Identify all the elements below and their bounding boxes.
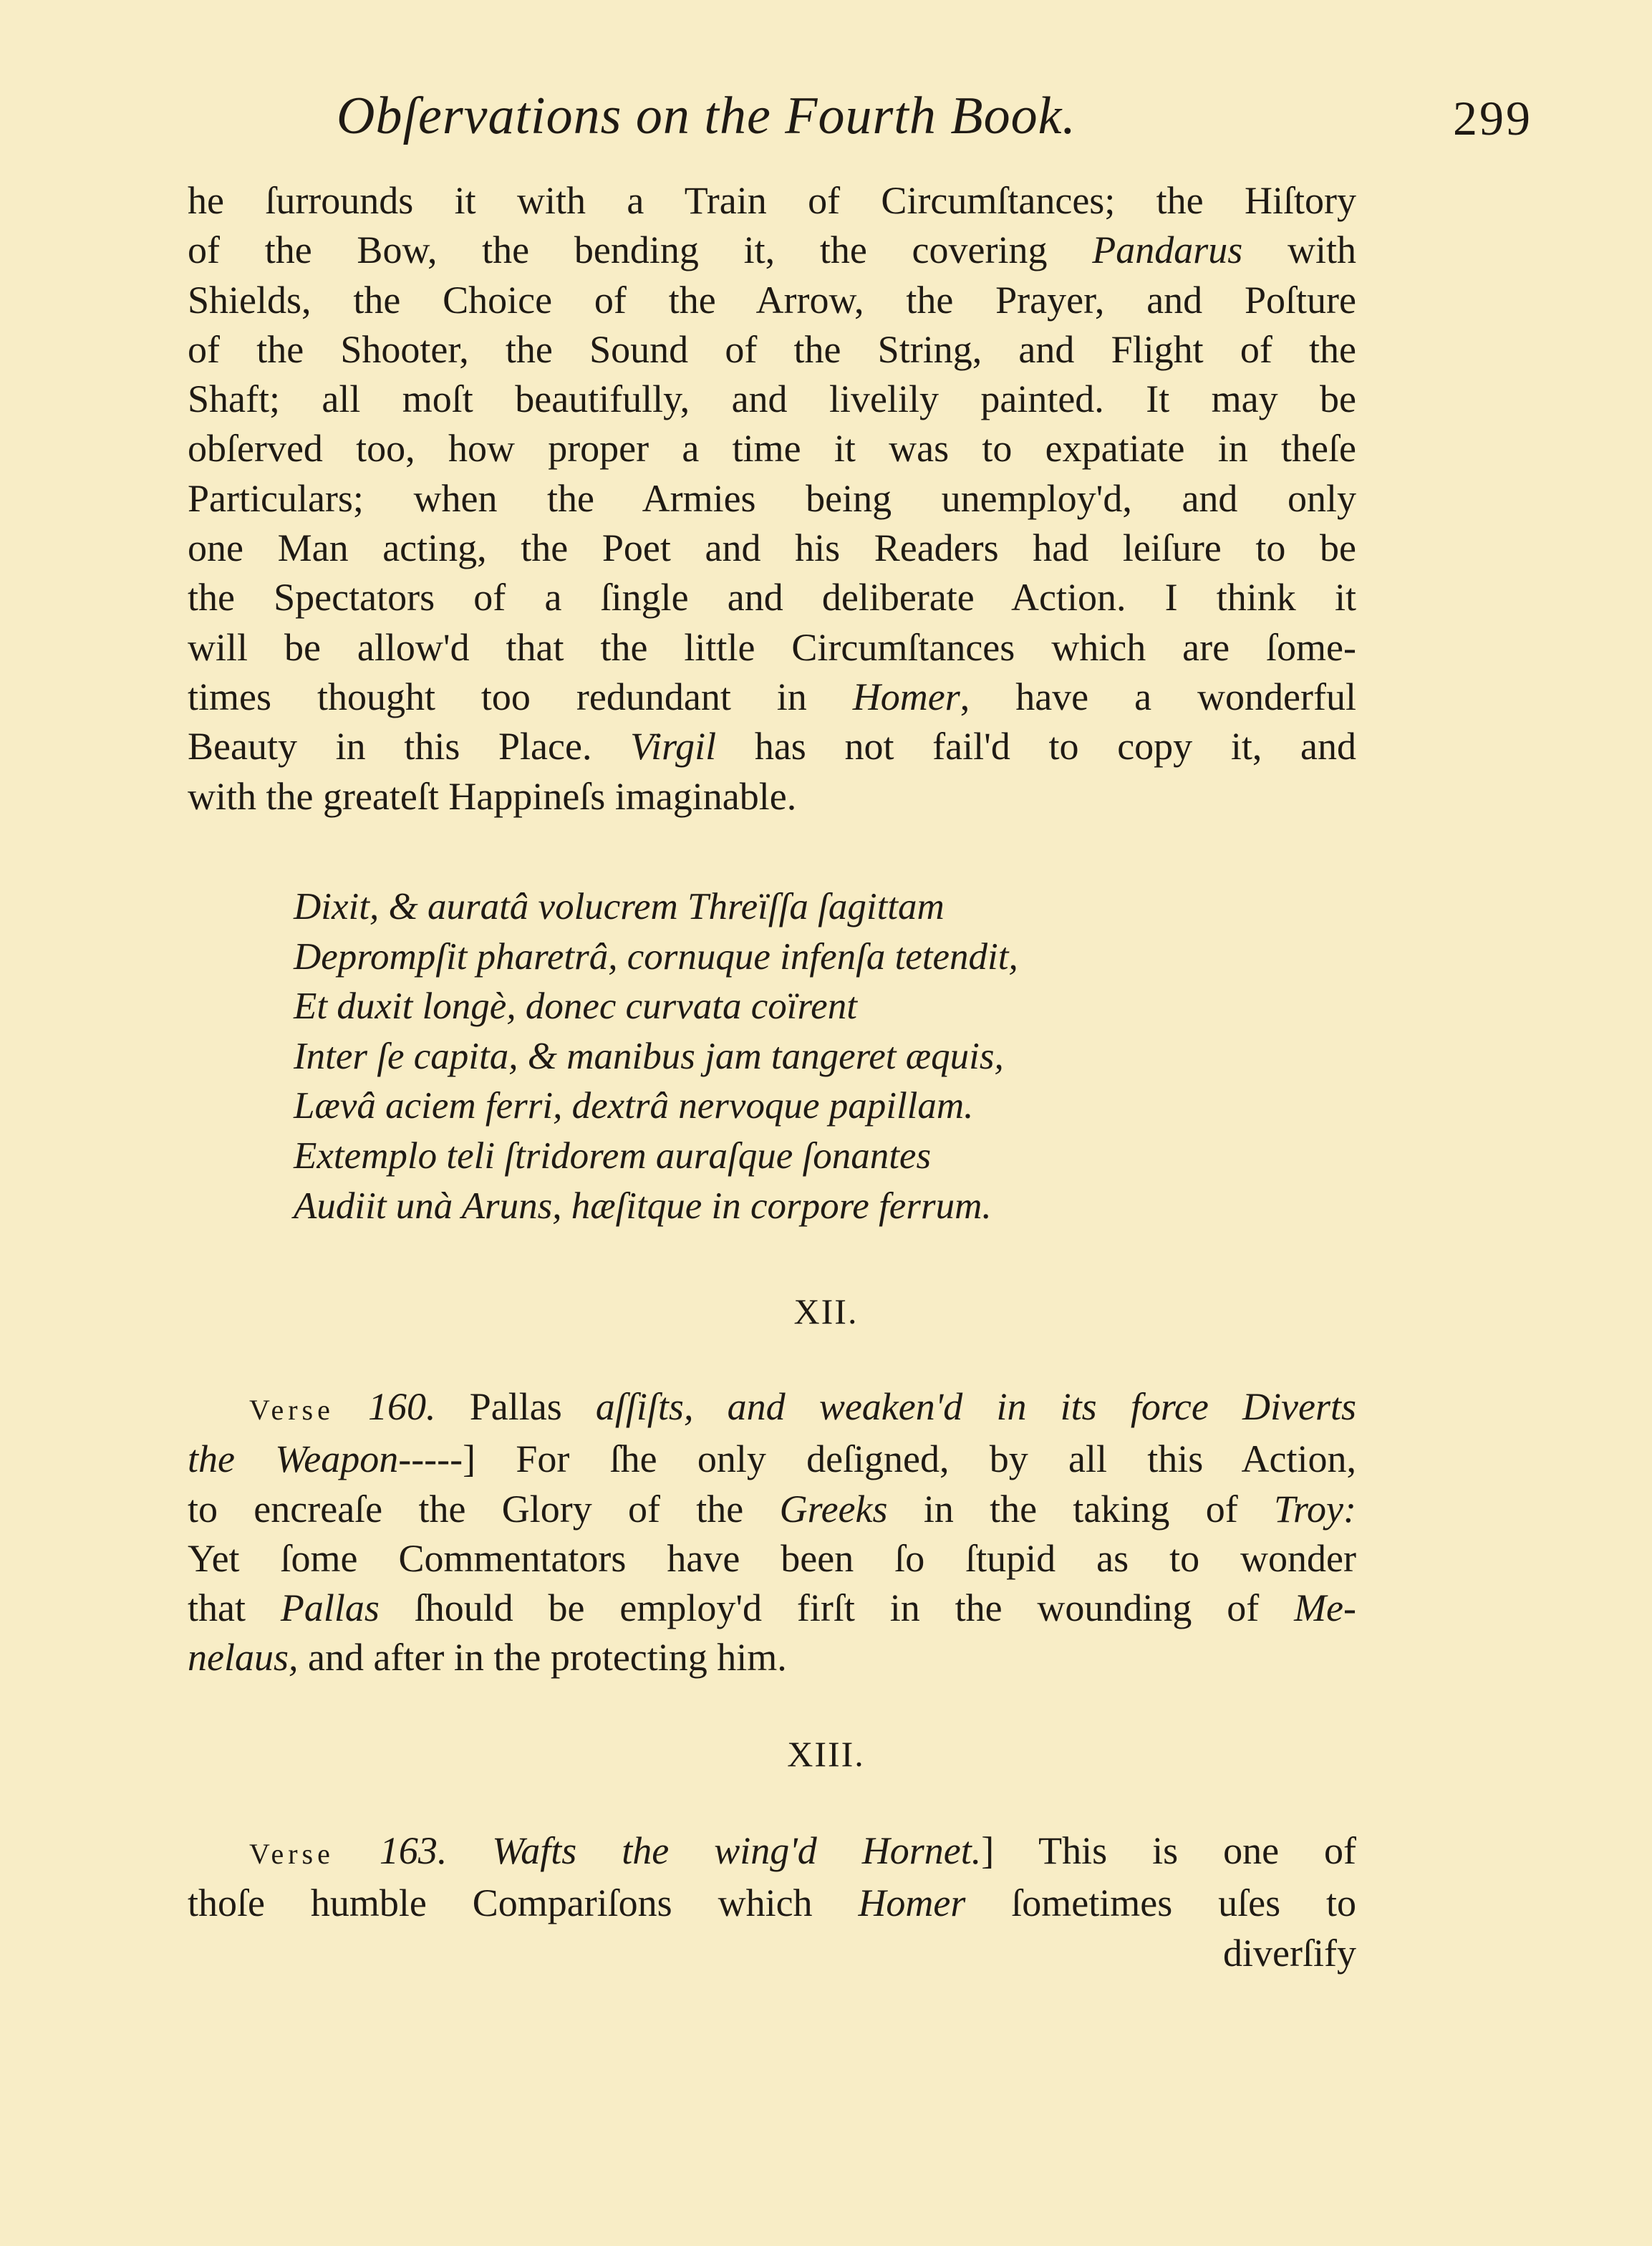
verse-label: Verse [249,1838,334,1870]
text-line: nelaus, and after in the protecting him. [188,1636,787,1679]
verse-line: Inter ſe capita, & manibus jam tangeret æquis, [294,1035,1004,1077]
section-heading-xii: XII. [793,1291,859,1331]
paragraph-1 [188,176,1356,821]
text-line: Verse 160. Pallas aſſiſts, and weaken'd in its force Diverts [249,1385,1356,1428]
section-heading-xiii: XIII. [787,1734,865,1774]
paragraph-section-xiii [188,1826,1356,1978]
text-line: Particulars; when the Armies being unemploy'd, and only [188,476,1356,520]
text-line: thoſe humble Compariſons which Homer ſometimes uſes to [188,1881,1357,1925]
text-line: he ſurrounds it with a Train of Circumſtances; the Hiſtory [188,179,1356,222]
text-line: Shields, the Choice of the Arrow, the Prayer, and Poſture [188,278,1356,322]
verse-label: Verse [249,1394,334,1426]
verse-line: Audiit unà Aruns, hæſitque in corpore ferrum. [294,1185,992,1227]
paragraph-section-xii [188,1382,1356,1683]
catchword: diverſify [1223,1931,1356,1975]
text-line: obſerved too, how proper a time it was to expatiate in theſe [188,427,1356,471]
text-line: will be allow'd that the little Circumſtances which are ſome- [188,625,1356,669]
verse-number: 163. [379,1829,448,1872]
verse-line: Et duxit longè, donec curvata coïrent [294,985,857,1028]
text-line: that Pallas ſhould be employ'd firſt in the wounding of Me- [188,1586,1356,1630]
text-line: the Weapon-----] For ſhe only deſigned, by all this Action, [188,1437,1356,1481]
text-line: Beauty in this Place. Virgil has not fail'd to copy it, and [188,725,1356,768]
text-line: of the Bow, the bending it, the covering Pandarus with [188,228,1356,272]
page-header [186,86,1532,165]
running-title: Obſervations on the Fourth Book. [337,87,1076,145]
text-line: Shaft; all moſt beautifully, and livelily painted. It may be [188,377,1356,421]
verse-number: 160. [368,1385,436,1428]
text-line: times thought too redundant in Homer, have a wonderful [188,675,1356,718]
text-line: Verse 163. Wafts the wing'd Hornet.] This is one of [249,1829,1356,1872]
page-number: 299 [1453,91,1532,145]
verse-line: Deprompſit pharetrâ, cornuque infenſa tetendit, [294,935,1018,978]
latin-verse-quotation [294,882,1224,1231]
text-line: one Man acting, the Poet and his Readers had leiſure to be [188,526,1356,570]
verse-line: Extemplo teli ſtridorem auraſque ſonantes [294,1134,932,1177]
verse-line: Lævâ aciem ferri, dextrâ nervoque papillam. [294,1085,974,1127]
text-line: to encreaſe the Glory of the Greeks in the taking of Troy: [188,1487,1356,1531]
text-line: Yet ſome Commentators have been ſo ſtupid as to wonder [188,1536,1356,1580]
text-line: with the greateſt Happineſs imaginable. [188,774,797,818]
text-line: the Spectators of a ſingle and deliberate Action. I think it [188,576,1356,620]
verse-line: Dixit, & auratâ volucrem Threïſſa ſagittam [294,886,945,927]
text-line: of the Shooter, the Sound of the String, and Flight of the [188,327,1356,371]
